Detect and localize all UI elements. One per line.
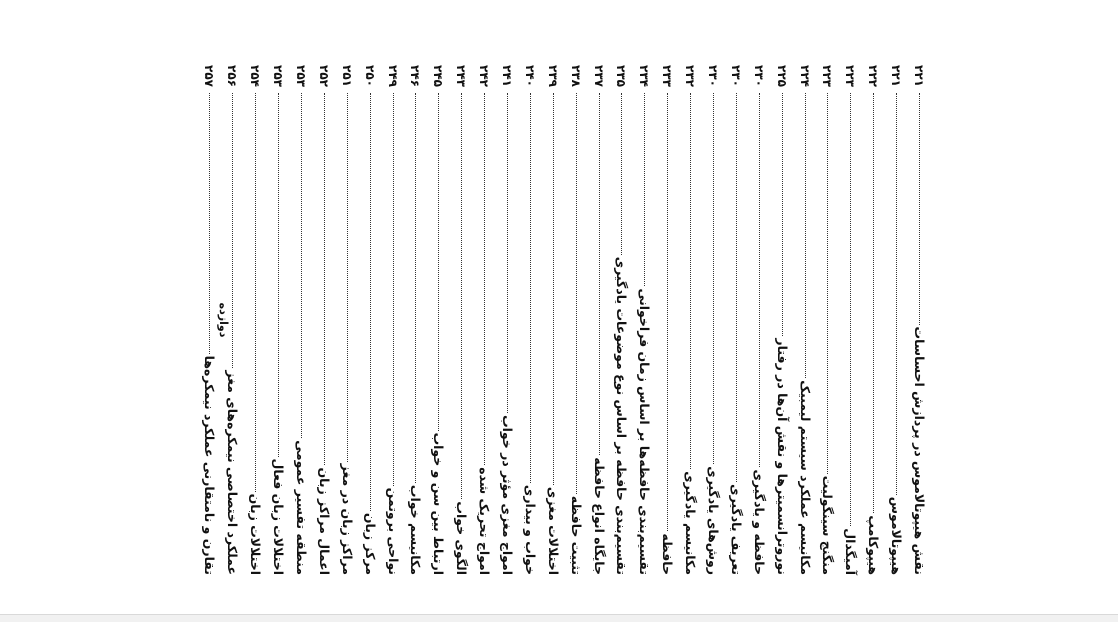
toc-entry-page: ۲۴۰ [522,65,537,87]
toc-entry-page: ۲۵۳ [293,65,308,87]
toc-entry-page: ۲۲۱ [889,65,904,87]
toc-entry-title: اختلالات زبان [248,493,264,575]
dot-leader [324,93,325,465]
toc-entry[interactable] [838,65,861,575]
toc-entry-page: ۲۵۴ [248,65,263,87]
toc-entry-page: ۲۲۳ [820,65,835,87]
dot-leader [759,93,760,467]
toc-entry[interactable] [587,65,610,575]
toc-entry-title: تقسیم‌بندی حافظه بر اساس نوع موضوعات یادگیری [614,256,630,575]
toc-entry-page: ۲۲۱ [912,65,926,87]
toc-entry[interactable] [632,65,655,575]
toc-entry[interactable] [243,65,266,575]
dot-leader [209,93,210,354]
toc-entry[interactable] [495,65,518,575]
toc-entry-page: ۲۳۴ [637,65,652,87]
toc-entry-page: ۲۵۷ [202,65,217,87]
toc-entry-title: منگنج سینگولیت [820,475,836,575]
toc-entry-title: روش‌های یادگیری [705,466,721,575]
toc-entry-page: ۲۴۳ [454,65,469,87]
dot-leader [232,93,233,368]
toc-entry[interactable] [610,65,633,575]
dot-leader [393,93,394,486]
toc-entry[interactable] [678,65,701,575]
dot-leader [690,93,691,469]
toc-entry-title: منطقه تفسیر عمومی [293,440,309,575]
toc-entry-page: ۲۳۸ [568,65,583,87]
toc-entry-title: حافظه و یادگیری [751,469,767,575]
toc-entry-page: ۲۴۱ [499,65,514,87]
toc-entry[interactable] [426,65,449,575]
toc-entry-page: ۲۳۷ [591,65,606,87]
toc-entry-page: ۲۴۲ [477,65,492,87]
toc-entry[interactable] [861,65,884,575]
dot-leader [599,93,600,455]
dot-leader [461,93,462,499]
toc-entry-title: امواج مغزی مؤثر در خواب [499,415,515,575]
dot-leader [896,93,897,495]
toc-entry[interactable] [335,65,358,575]
toc-entry-title: مکانیسم عملکرد سیستم لیمبیک [797,380,813,575]
toc-entry-page: ۲۴۵ [431,65,446,87]
toc-entry[interactable] [381,65,404,575]
dot-leader [919,93,920,325]
toc-entry[interactable] [541,65,564,575]
toc-entry[interactable] [793,65,816,575]
dot-leader [873,93,874,513]
toc-entry-page: ۲۲۴ [797,65,812,87]
toc-entry-title: نوروترانسمیترها و نقش آن‌ها در رفتار [774,338,790,575]
toc-entry-title: حافظه [660,533,676,575]
toc-entry[interactable] [404,65,427,575]
toc-entry-title: هیپوتالاموس [889,496,905,575]
toc-entry-title: اعمال مراکز زبان [316,467,332,575]
document-page [200,65,930,575]
dot-leader [805,93,806,378]
toc-entry-title: مرکز زبان [362,512,378,575]
document-viewport [200,65,930,575]
toc-entry-page: ۲۲۳ [843,65,858,87]
toc-entry-page: ۲۳۰ [705,65,720,87]
toc-entry-title: هیپوکامپ [866,515,882,575]
toc-entry-title: عملکرد اختصاصی نیمکره‌های مغز [225,370,241,575]
toc-entry-title: تقارن و نامتقارنی عملکرد نیمکره‌ها [202,355,218,575]
toc-entry-title: نقش هیپوتالاموس در پردازش احساسات [912,326,927,575]
dot-leader [850,93,851,526]
dot-leader [736,93,737,482]
toc-entry-page: ۲۳۹ [545,65,560,87]
toc-entry[interactable] [312,65,335,575]
dot-leader [370,93,371,511]
toc-entry-page: ۲۲۲ [866,65,881,87]
dot-leader [278,93,279,457]
toc-entry-page: ۲۵۶ [225,65,240,87]
dot-leader [415,93,416,483]
toc-entry[interactable] [472,65,495,575]
table-of-contents [198,65,931,575]
toc-entry[interactable] [564,65,587,575]
toc-entry-title: آمیگدال [843,528,859,575]
toc-entry[interactable] [816,65,839,575]
dot-leader [782,93,783,336]
toc-entry[interactable] [770,65,793,575]
toc-entry-title: ارتباط بین سن و خواب [431,432,447,575]
toc-entry[interactable] [884,65,907,575]
toc-entry[interactable] [289,65,312,575]
toc-entry[interactable] [701,65,724,575]
toc-entry-page: ۲۳۵ [614,65,629,87]
dot-leader [301,93,302,438]
dot-leader [507,93,508,413]
dot-leader [621,93,622,255]
dot-leader [827,93,828,474]
toc-entry[interactable] [266,65,289,575]
dot-leader [347,93,348,462]
dot-leader [484,93,485,465]
toc-entry-title: مراکز زبان در مغز [339,463,355,575]
page-number: دوازده [217,302,230,338]
toc-entry-title: جایگاه انواع حافظه [591,457,607,575]
toc-entry[interactable] [358,65,381,575]
dot-leader [667,93,668,531]
toc-entry-page: ۲۳۰ [728,65,743,87]
toc-entry-title: نواحی بروتمن [385,487,401,575]
toc-entry[interactable] [724,65,747,575]
toc-entry-page: ۲۵۳ [271,65,286,87]
dot-leader [553,93,554,485]
toc-entry-page: ۲۲۵ [774,65,789,87]
toc-entry[interactable] [747,65,770,575]
toc-entry-title: تعریف یادگیری [728,484,744,575]
toc-entry-page: ۲۴۶ [408,65,423,87]
toc-entry-title: الگوی خواب [454,501,470,575]
toc-entry[interactable] [907,65,930,575]
toc-entry-page: ۲۵۲ [316,65,331,87]
toc-entry-title: امواج تحریک شده [477,467,493,575]
toc-entry-title: اختلالات مغزی [545,486,561,575]
toc-entry-title: خواب و بیداری [522,484,538,575]
dot-leader [644,93,645,286]
dot-leader [530,93,531,483]
dot-leader [255,93,256,492]
dot-leader [576,93,577,494]
toc-entry-page: ۲۳۰ [751,65,766,87]
toc-entry-title: مکانیسم یادگیری [683,471,699,575]
toc-entry-title: اختلالات زبان فعال [271,458,287,575]
toc-entry-page: ۲۳۲ [683,65,698,87]
toc-entry-page: ۲۵۰ [362,65,377,87]
toc-entry[interactable] [655,65,678,575]
dot-leader [713,93,714,464]
toc-entry-page: ۲۳۳ [660,65,675,87]
toc-entry-page: ۲۵۱ [339,65,354,87]
toc-entry[interactable] [449,65,472,575]
toc-entry[interactable] [518,65,541,575]
toc-entry-title: تثبیت حافظه [568,495,584,575]
toc-entry-title: تقسیم‌بندی حافظه‌ها بر اساس زمان فراخوانی [637,288,653,575]
toc-entry-title: مکانیسم خواب [408,484,424,575]
toc-entry-page: ۲۴۹ [385,65,400,87]
dot-leader [438,93,439,431]
